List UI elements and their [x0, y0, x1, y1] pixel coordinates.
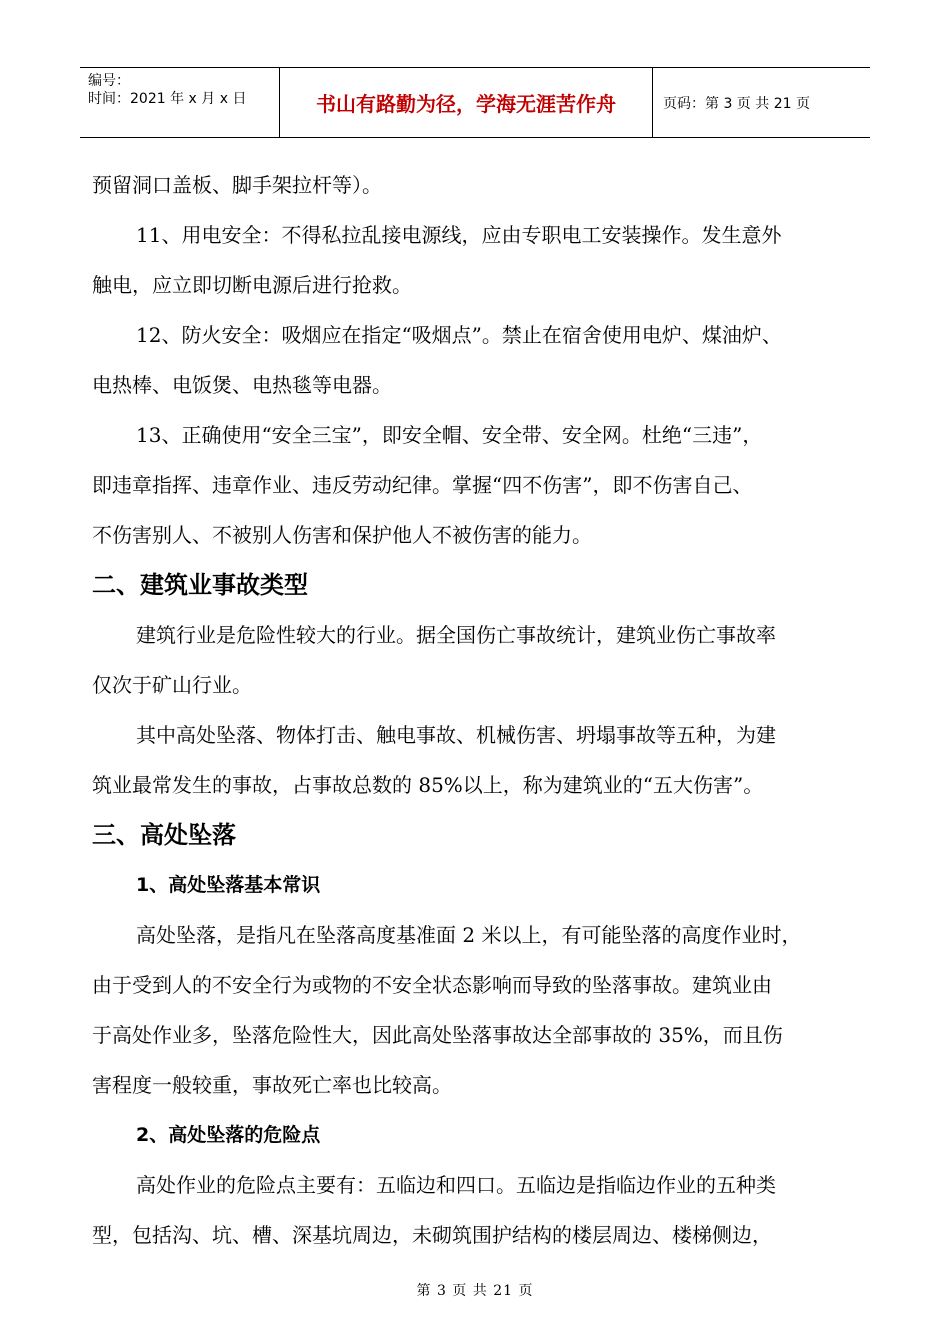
- paragraph-line: 其中高处坠落、物体打击、触电事故、机械伤害、坍塌事故等五种，为建: [136, 723, 776, 747]
- paragraph-line: 害程度一般较重，事故死亡率也比较高。: [92, 1073, 452, 1097]
- section-heading: 三、高处坠落: [92, 821, 236, 849]
- paragraph-line: 建筑行业是危险性较大的行业。据全国伤亡事故统计，建筑业伤亡事故率: [136, 623, 776, 647]
- paragraph-line: 电热棒、电饭煲、电热毯等电器。: [92, 373, 392, 397]
- paragraph-line: 12、防火安全：吸烟应在指定“吸烟点”。禁止在宿舍使用电炉、煤油炉、: [136, 323, 782, 347]
- document-body: [92, 160, 872, 1260]
- paragraph-line: 13、正确使用“安全三宝”，即安全帽、安全带、安全网。杜绝“三违”，: [136, 423, 763, 447]
- paragraph-line: 高处作业的危险点主要有：五临边和四口。五临边是指临边作业的五种类: [136, 1173, 776, 1197]
- paragraph-line: 预留洞口盖板、脚手架拉杆等）。: [92, 173, 382, 197]
- paragraph-line: 于高处作业多，坠落危险性大，因此高处坠落事故达全部事故的 35%，而且伤: [92, 1023, 783, 1047]
- subsection-heading: 1、高处坠落基本常识: [136, 874, 321, 896]
- section-heading: 二、建筑业事故类型: [92, 571, 308, 599]
- paragraph-line: 由于受到人的不安全行为或物的不安全状态影响而导致的坠落事故。建筑业由: [92, 973, 772, 997]
- paragraph-line: 高处坠落，是指凡在坠落高度基准面 2 米以上，有可能坠落的高度作业时，: [136, 923, 802, 947]
- paragraph-line: 即违章指挥、违章作业、违反劳动纪律。掌握“四不伤害”，即不伤害自己、: [92, 473, 753, 497]
- paragraph-line: 筑业最常发生的事故，占事故总数的 85%以上，称为建筑业的“五大伤害”。: [92, 773, 764, 797]
- number-label: 编号：: [88, 73, 130, 89]
- header-page-info: 页码：第 3 页 共 21 页: [663, 95, 810, 112]
- date-label: 时间：2021 年 x 月 x 日: [88, 91, 247, 107]
- paragraph-line: 11、用电安全：不得私拉乱接电源线，应由专职电工安装操作。发生意外: [136, 223, 782, 247]
- subsection-heading: 2、高处坠落的危险点: [136, 1124, 321, 1146]
- paragraph-line: 触电，应立即切断电源后进行抢救。: [92, 273, 412, 297]
- header-motto: 书山有路勤为径，学海无涯苦作舟: [280, 68, 653, 137]
- paragraph-line: 仅次于矿山行业。: [92, 673, 252, 697]
- header-meta: [80, 68, 280, 137]
- paragraph-line: 型，包括沟、坑、槽、深基坑周边，未砌筑围护结构的楼层周边、楼梯侧边，: [92, 1223, 772, 1247]
- page-header: [80, 67, 870, 138]
- page-footer: 第 3 页 共 21 页: [416, 1283, 534, 1299]
- paragraph-line: 不伤害别人、不被别人伤害和保护他人不被伤害的能力。: [92, 523, 592, 547]
